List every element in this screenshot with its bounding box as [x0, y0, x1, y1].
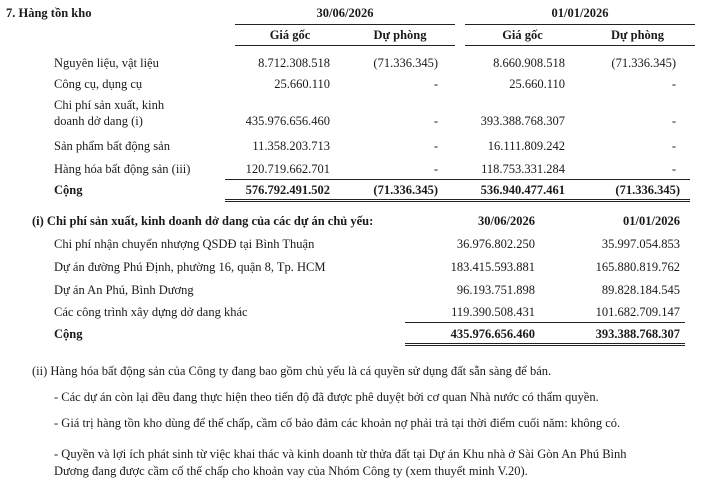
table-cell: 36.976.802.250 [456, 237, 535, 251]
table-cell: 165.880.819.762 [595, 260, 680, 274]
col-header-provision-1: Dự phòng [373, 28, 427, 42]
col-header-underline-1 [235, 45, 455, 46]
table-cell: 89.828.184.545 [601, 283, 680, 297]
table-row-label: Hàng hóa bất động sản (iii) [54, 162, 191, 176]
table-cell: - [433, 162, 438, 176]
total-double-underline [225, 199, 690, 202]
table-cell: 8.712.308.518 [258, 56, 330, 70]
col-header-cost-1: Giá gốc [269, 28, 311, 42]
period-underline-2 [465, 24, 695, 25]
note-bullet-1: - Các dự án còn lại đều đang thực hiện theo tiến độ đã được phê duyệt bởi cơ quan Nhà nước có thẩm quyền. [54, 390, 599, 404]
total-cell: (71.336.345) [615, 183, 680, 197]
table-row-label: Sản phẩm bất động sản [54, 139, 170, 153]
wip-table-title: (i) Chi phí sản xuất, kinh doanh dở dang của các dự án chủ yếu: [32, 214, 374, 228]
wip-total-label: Cộng [54, 327, 83, 341]
table-cell: - [671, 162, 676, 176]
table-cell: 25.660.110 [274, 77, 330, 91]
table-cell: 11.358.203.713 [252, 139, 330, 153]
table-cell: 96.193.751.898 [456, 283, 535, 297]
table-cell: 119.390.508.431 [451, 305, 535, 319]
table-cell: 393.388.768.307 [480, 114, 565, 128]
table-row-label: Dự án đường Phú Định, phường 16, quận 8, Tp. HCM [54, 260, 326, 274]
table-cell: 8.660.908.518 [493, 56, 565, 70]
section-title: 7. Hàng tồn kho [6, 6, 92, 20]
table-row-label: Chi phí sản xuất, kinh [54, 98, 165, 112]
table-cell: 183.415.593.881 [450, 260, 535, 274]
table-row-label: Dự án An Phú, Bình Dương [54, 283, 194, 297]
wip-period-header-1: 30/06/2026 [478, 214, 535, 228]
table-cell: 101.682.709.147 [595, 305, 680, 319]
wip-total-double-underline [405, 343, 685, 346]
table-cell: (71.336.345) [611, 56, 676, 70]
table-row-label: Nguyên liệu, vật liệu [54, 56, 159, 70]
table-cell: 120.719.662.701 [245, 162, 330, 176]
period-header-2: 01/01/2026 [551, 6, 609, 20]
period-header-1: 30/06/2026 [316, 6, 374, 20]
note-bullet-2: - Giá trị hàng tồn kho dùng để thế chấp, cầm cố bảo đảm các khoản nợ phải trả tại thời điểm cuối năm: không có. [54, 416, 621, 430]
col-header-underline-2 [465, 45, 695, 46]
total-label: Cộng [54, 183, 83, 197]
table-row-label: Các công trình xây dựng dở dang khác [54, 305, 248, 319]
col-header-cost-2: Giá gốc [502, 28, 543, 42]
wip-subtotal-line [405, 322, 685, 323]
table-cell: 435.976.656.460 [245, 114, 330, 128]
total-cell: 576.792.491.502 [245, 183, 330, 197]
wip-period-header-2: 01/01/2026 [623, 214, 680, 228]
table-cell: - [433, 114, 438, 128]
wip-total-cell: 393.388.768.307 [595, 327, 680, 341]
col-header-provision-2: Dự phòng [610, 28, 664, 42]
note-bullet-3-line-1: - Quyền và lợi ích phát sinh từ việc khai thác và kinh doanh từ thửa đất tại Dự án Khu nhà ở Sài Gòn An Phú Bình [54, 447, 627, 461]
period-underline-1 [235, 24, 455, 25]
total-cell: 536.940.477.461 [480, 183, 565, 197]
table-cell: 16.111.809.242 [487, 139, 565, 153]
note-bullet-3-line-2: Dương đang được cầm cố thế chấp cho khoản vay của Nhóm Công ty (xem thuyết minh V.20). [54, 464, 528, 478]
table-cell: 25.660.110 [509, 77, 565, 91]
table-cell: (71.336.345) [373, 56, 438, 70]
note-ii: (ii) Hàng hóa bất động sản của Công ty đang bao gồm chủ yếu là cá quyền sử dụng đất sẵn sàng để bán. [32, 364, 552, 378]
table-row-label: Công cụ, dụng cụ [54, 77, 143, 91]
table-cell: - [433, 139, 438, 153]
table-cell: 118.753.331.284 [481, 162, 565, 176]
table-cell: - [671, 77, 676, 91]
total-cell: (71.336.345) [373, 183, 438, 197]
table-cell: 35.997.054.853 [601, 237, 680, 251]
table-row-label-cont: doanh dở dang (i) [54, 114, 143, 128]
table-cell: - [433, 77, 438, 91]
table-cell: - [671, 114, 676, 128]
table-row-label: Chi phí nhận chuyển nhượng QSDĐ tại Bình Thuận [54, 237, 315, 251]
table-cell: - [671, 139, 676, 153]
subtotal-line [225, 179, 690, 180]
wip-total-cell: 435.976.656.460 [450, 327, 535, 341]
